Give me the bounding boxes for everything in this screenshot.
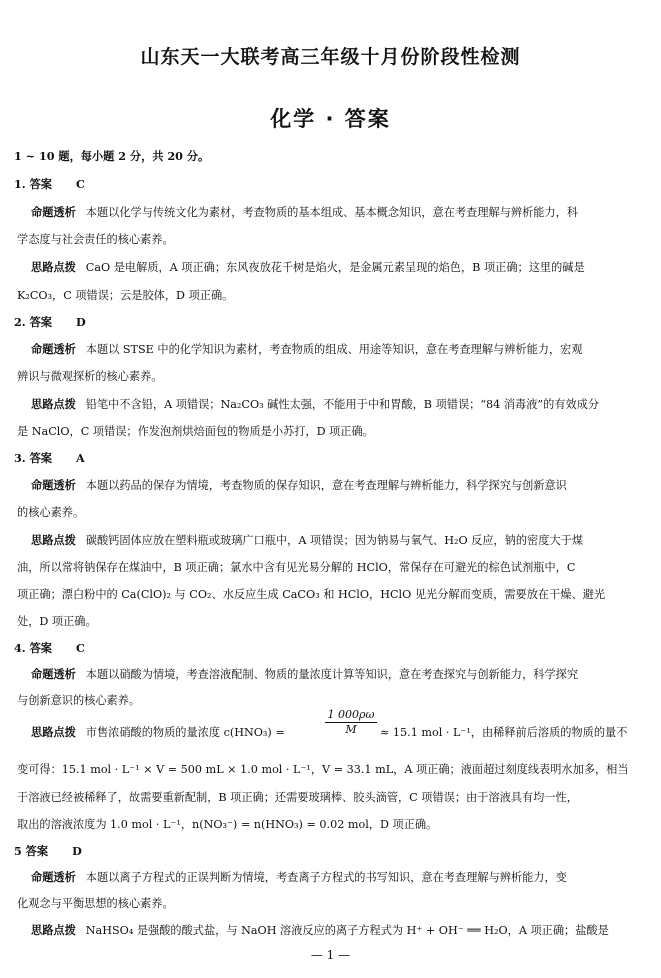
q5-header — [14, 844, 82, 858]
hint-label: 思路点拨 — [31, 261, 76, 274]
q3-hint-cont-3: 处，D 项正确。 — [17, 615, 97, 628]
q3-hint-text-1: 碳酸钙固体应放在塑料瓶或玻璃广口瓶中，A 项错误；因为钠易与氧气、H₂O 反应，钠的密度大于煤 — [85, 534, 584, 547]
analysis-label: 命题透析 — [31, 871, 76, 884]
q3-answer: A — [75, 451, 85, 465]
q3-header — [14, 451, 85, 465]
q4-answer: C — [75, 641, 85, 655]
q5-answer: D — [72, 844, 82, 858]
hint-label: 思路点拨 — [31, 726, 76, 739]
q1-answer: C — [75, 177, 85, 191]
q4-hint-cont-2: 于溶液已经被稀释了，故需要重新配制，B 项正确；还需要玻璃棒、胶头滴管，C 项错误；由于溶液具有均一性， — [17, 791, 578, 804]
q5-hint-text-1: NaHSO₄ 是强酸的酸式盐，与 NaOH 溶液反应的离子方程式为 H⁺ + OH⁻ ══ H₂O，A 项正确；盐酸是 — [85, 924, 609, 937]
q4-hint-a — [31, 726, 285, 740]
analysis-label: 命题透析 — [31, 343, 76, 356]
hint-label: 思路点拨 — [31, 924, 76, 937]
q4-hint-text-1a: 市售浓硝酸的物质的量浓度 c(HNO₃) = — [85, 726, 285, 739]
q3-hint-cont-2: 项正确；漂白粉中的 Ca(ClO)₂ 与 CO₂、水反应生成 CaCO₃ 和 HClO，HClO 见光分解而变质，需要放在干燥、避光 — [17, 588, 606, 601]
q1-analysis-text-1: 本题以化学与传统文化为素材，考查物质的基本组成、基本概念知识，意在考查理解与辨析能力，科 — [85, 206, 579, 219]
analysis-label: 命题透析 — [31, 479, 76, 492]
q1-analysis-cont: 学态度与社会责任的核心素养。 — [17, 233, 174, 246]
page-subtitle: 化学 · 答案 — [270, 107, 391, 131]
q4-number: 4. 答案 — [14, 641, 52, 655]
concentration-fraction — [325, 708, 377, 736]
q5-hint — [31, 924, 609, 938]
q5-analysis — [31, 871, 567, 885]
q1-hint — [31, 261, 585, 275]
q5-number: 5 答案 — [14, 844, 49, 858]
q1-number: 1. 答案 — [14, 177, 52, 191]
scoring-intro: 1 ~ 10 题，每小题 2 分，共 20 分。 — [14, 149, 210, 163]
q1-hint-cont: K₂CO₃，C 项错误；云是胶体，D 项正确。 — [17, 289, 234, 302]
hint-label: 思路点拨 — [31, 534, 76, 547]
fraction-denominator: M — [345, 723, 357, 736]
q4-analysis-text-1: 本题以硝酸为情境，考查溶液配制、物质的量浓度计算等知识，意在考查探究与创新能力，科学探究 — [85, 668, 579, 681]
q4-analysis-cont: 与创新意识的核心素养。 — [17, 694, 141, 707]
analysis-label: 命题透析 — [31, 668, 76, 681]
hint-label: 思路点拨 — [31, 398, 76, 411]
fraction-numerator: 1 000ρω — [325, 708, 377, 723]
analysis-label: 命题透析 — [31, 206, 76, 219]
q2-analysis-text-1: 本题以 STSE 中的化学知识为素材，考查物质的组成、用途等知识，意在考查理解与辨析能力，宏观 — [85, 343, 583, 356]
q3-hint-cont-1: 油，所以常将钠保存在煤油中，B 项正确；氯水中含有见光易分解的 HClO，常保存在可避光的棕色试剂瓶中，C — [17, 561, 576, 574]
q4-hint-cont-1: 变可得：15.1 mol · L⁻¹ × V = 500 mL × 1.0 mol · L⁻¹，V = 33.1 mL，A 项正确；液面超过刻度线表明水加多，相当 — [17, 763, 629, 776]
q4-hint-b: ≈ 15.1 mol · L⁻¹，由稀释前后溶质的物质的量不 — [380, 726, 628, 739]
q2-analysis-cont: 辨识与微观探析的核心素养。 — [17, 370, 163, 383]
q4-hint-cont-3: 取出的溶液浓度为 1.0 mol · L⁻¹，n(NO₃⁻) = n(HNO₃) = 0.02 mol，D 项正确。 — [17, 818, 438, 831]
q2-number: 2. 答案 — [14, 315, 52, 329]
q1-hint-text-1: CaO 是电解质，A 项正确；东风夜放花千树是焰火，是金属元素呈现的焰色，B 项正确；这里的碱是 — [85, 261, 585, 274]
q4-header — [14, 641, 85, 655]
q3-hint — [31, 534, 583, 548]
q2-answer: D — [75, 315, 86, 329]
q3-analysis-text-1: 本题以药品的保存为情境，考查物质的保存知识，意在考查理解与辨析能力，科学探究与创新意识 — [85, 479, 567, 492]
q3-analysis — [31, 479, 567, 493]
q2-hint-text-1: 铅笔中不含铅，A 项错误；Na₂CO₃ 碱性太强，不能用于中和胃酸，B 项错误；“84 消毒液”的有效成分 — [85, 398, 600, 411]
q2-header — [14, 315, 86, 329]
q2-hint-cont: 是 NaClO，C 项错误；作发泡剂烘焙面包的物质是小苏打，D 项正确。 — [17, 425, 374, 438]
q5-analysis-text-1: 本题以离子方程式的正误判断为情境，考查离子方程式的书写知识，意在考查理解与辨析能力，变 — [85, 871, 567, 884]
q1-analysis — [31, 206, 578, 220]
page-title: 山东天一大联考高三年级十月份阶段性检测 — [140, 46, 521, 68]
q3-analysis-cont: 的核心素养。 — [17, 506, 85, 519]
q2-hint — [31, 398, 599, 412]
q2-analysis — [31, 343, 583, 357]
q5-analysis-cont: 化观念与平衡思想的核心素养。 — [17, 897, 174, 910]
q4-analysis — [31, 668, 578, 682]
q3-number: 3. 答案 — [14, 451, 52, 465]
q1-header — [14, 177, 85, 191]
page-number: — 1 — — [310, 948, 351, 962]
